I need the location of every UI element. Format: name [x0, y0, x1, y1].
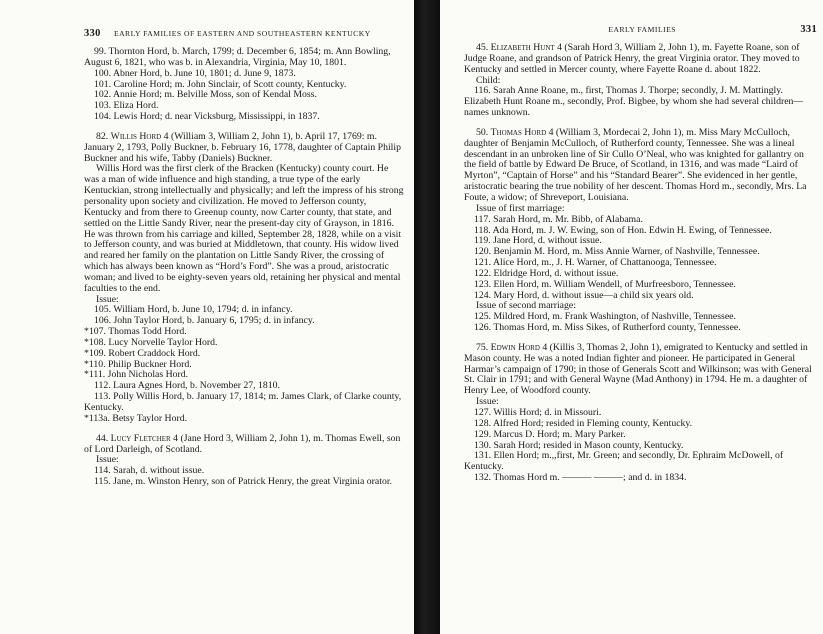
eliz-name: Elizabeth Hunt	[490, 42, 555, 53]
left-body-text	[84, 47, 404, 488]
issue-130: 130. Sarah Hord; resided in Mason county, Kentucky.	[474, 439, 684, 451]
entry-101: 101. Caroline Hord; m. John Sinclair, of Scott county, Kentucky.	[94, 78, 347, 90]
entry-99: 99. Thornton Hord, b. March, 1799; d. December 6, 1854; m. Ann Bowling, August 6, 1821, who was b. in Alexandria, Virginia, May 10, 1801.	[84, 46, 391, 68]
entry-82-willis-hord	[84, 132, 404, 165]
willis-issue-label: Issue:	[96, 293, 119, 305]
child-label: Child:	[476, 74, 501, 86]
issue-115: 115. Jane, m. Winston Henry, son of Patrick Henry, the great Virginia orator.	[94, 476, 392, 488]
willis-text: 4 (William 3, William 2, John 1), b. April 17, 1769: m. January 2, 1793, Polly Buckner, b. February 16, 1778, daughter of Captain Philip Buckner and his wife, Tabby (Daniels) Buckner.	[84, 130, 401, 164]
right-page-number: 331	[800, 24, 817, 35]
lucy-number: 44.	[96, 432, 109, 444]
issue-131: 131. Ellen Hord; m.,,first, Mr. Green; and secondly, Dr. Ephraim McDowell, of Kentucky.	[464, 450, 784, 473]
willis-name: Willis Hord	[110, 130, 162, 142]
right-page	[440, 0, 823, 634]
issue-105: 105. William Hord, b. June 10, 1794; d. in infancy.	[94, 304, 293, 316]
eliz-number: 45.	[476, 42, 489, 53]
entry-75-edwin-hord	[464, 343, 817, 397]
issue-118: 118. Ada Hord, m. J. W. Ewing, son of Hon. Edwin H. Ewing, of Tennessee.	[474, 224, 772, 236]
thomas-text: 4 (William 3, Mordecai 2, John 1), m. Miss Mary McCulloch, daughter of Benjamin McCulloch, of Rutherford county, Tennessee. She was a lineal descendant in an unbroken line of Sir Cullo O’Neal, who was knighted for gallantry on the field of battle by Edward De Bruce, of Scotland, in 1316, and was made “Laird of Myrton”, “Captain of Horse” and his “Standard Bearer”. She evidenced in her gentle, aristocratic bearing the true nobility of her descent. Thomas Hord m., secondly, Mrs. La Foute, a widow; of Shreveport, Louisiana.	[464, 126, 807, 203]
lucy-text: 4 (Jane Hord 3, William 2, John 1), m. Thomas Ewell, son of Lord Darleigh, of Scotland.	[84, 432, 401, 455]
issue-122: 122. Eldridge Hord, d. without issue.	[474, 267, 619, 279]
edwin-name: Edwin Hord	[490, 341, 540, 353]
entry-50-thomas-hord	[464, 128, 817, 204]
book-gutter	[414, 0, 440, 634]
left-running-title: EARLY FAMILIES OF EASTERN AND SOUTHEASTERN KENTUCKY	[113, 29, 371, 38]
lucy-issue-label: Issue:	[96, 454, 119, 466]
entry-104: 104. Lewis Hord; d. near Vicksburg, Mississippi, in 1837.	[94, 111, 320, 123]
issue-113a: *113a. Betsy Taylor Hord.	[84, 412, 188, 424]
issue-121: 121. Alice Hord, m., J. H. Warner, of Chattanooga, Tennessee.	[474, 257, 717, 269]
edwin-text: 4 (Killis 3, Thomas 2, John 1), emigrated to Kentucky and settled in Mason county. He was a noted Indian fighter and pioneer. He participated in General Harmar’s campaign of 1790; in those of Generals Scott and Wilkinson; was with General St. Clair in 1791; and with General Wayne (Mad Anthony) in 1794. He m. a daughter of Henry Lee, of Woodford county.	[464, 341, 812, 397]
issue-125: 125. Mildred Hord, m. Frank Washington, of Nashville, Tennessee.	[474, 311, 736, 323]
eliz-text: 4 (Sarah Hord 3, William 2, John 1), m. Fayette Roane, son of Judge Roane, and grandson of Patrick Henry, the great Virginia orator. They moved to Kentucky and settled in Mercer county, where Fayette Roane d. about 1822.	[464, 42, 800, 75]
issue-113: 113. Polly Willis Hord, b. January 17, 1814; m. James Clark, of Clarke county, Kentucky.	[84, 391, 402, 413]
issue-132: 132. Thomas Hord m. ——— ———; and d. in 1834.	[474, 472, 687, 484]
entry-44-lucy-fletcher	[84, 434, 404, 456]
thomas-name: Thomas Hord	[490, 126, 547, 138]
issue-117: 117. Sarah Hord, m. Mr. Bibb, of Alabama.	[474, 213, 643, 225]
edwin-issue-label: Issue:	[476, 396, 499, 408]
issue-126: 126. Thomas Hord, m. Miss Sikes, of Rutherford county, Tennessee.	[474, 322, 741, 334]
issue-119: 119. Jane Hord, d. without issue.	[474, 235, 602, 247]
entry-102: 102. Annie Hord; m. Belville Moss, son of Kendal Moss.	[94, 89, 317, 101]
right-body-text	[464, 43, 817, 484]
thomas-number: 50.	[476, 126, 489, 138]
issue-114: 114. Sarah, d. without issue.	[94, 465, 205, 477]
edwin-number: 75.	[476, 341, 489, 353]
issue-128: 128. Alfred Hord; resided in Fleming county, Kentucky.	[474, 417, 693, 429]
child-116: 116. Sarah Anne Roane, m., first, Thomas J. Thorpe; secondly, J. M. Mattingly. Elizabeth Hunt Roane m., secondly, Prof. Bigbee, by whom she had several children—names unknown.	[464, 85, 804, 119]
left-running-head	[84, 28, 404, 39]
issue-109: *109. Robert Craddock Hord.	[84, 347, 201, 359]
entry-45-elizabeth-hunt	[464, 43, 817, 76]
issue-124: 124. Mary Hord, d. without issue—a child six years old.	[474, 289, 694, 301]
entry-103: 103. Eliza Hord.	[94, 100, 159, 112]
willis-biography: Willis Hord was the first clerk of the Bracken (Kentucky) county court. He was a man of wide influence and high standing, a true type of the early Kentuckian, strong intellectually and physically; and left the impress of his strong personality upon society and civilization. He moved to Jefferson county, Kentucky and from there to Greenup county, now Carter county, that state, and settled on the Little Sandy River, near the present-day city of Grayson, in 1816. He was thrown from his carriage and killed, September 28, 1828, while on a visit to Jefferson county, and was buried at Middletown, that county. His widow lived and reared her family on the plantation on Little Sandy River, the crossing of which has always been known as “Hord’s Ford”. She was a proud, aristocratic woman; and lived to be eighty-seven years old, retaining her physical and mental faculties to the end.	[84, 163, 404, 294]
lucy-name: Lucy Fletcher	[110, 432, 171, 444]
second-marriage-label: Issue of second marriage:	[476, 300, 576, 312]
willis-number: 82.	[96, 130, 109, 142]
issue-129: 129. Marcus D. Hord; m. Mary Parker.	[474, 428, 626, 440]
issue-123: 123. Ellen Hord, m. William Wendell, of Murfreesboro, Tennessee.	[474, 278, 736, 290]
issue-108: *108. Lucy Norvelle Taylor Hord.	[84, 336, 218, 348]
issue-110: *110. Philip Buckner Hord.	[84, 358, 192, 370]
left-page-number: 330	[84, 28, 101, 39]
issue-112: 112. Laura Agnes Hord, b. November 27, 1810.	[94, 380, 280, 392]
first-marriage-label: Issue of first marriage:	[476, 202, 565, 214]
right-running-head	[464, 24, 817, 35]
issue-106: 106. John Taylor Hord, b. January 6, 1795; d. in infancy.	[94, 315, 315, 327]
right-running-title: EARLY FAMILIES	[608, 25, 676, 34]
issue-107: *107. Thomas Todd Hord.	[84, 326, 187, 338]
issue-127: 127. Willis Hord; d. in Missouri.	[474, 407, 602, 418]
entry-100: 100. Abner Hord, b. June 10, 1801; d. June 9, 1873.	[94, 67, 296, 79]
issue-111: *111. John Nicholas Hord.	[84, 369, 189, 381]
issue-120: 120. Benjamin M. Hord, m. Miss Annie Warner, of Nashville, Tennessee.	[474, 246, 760, 258]
